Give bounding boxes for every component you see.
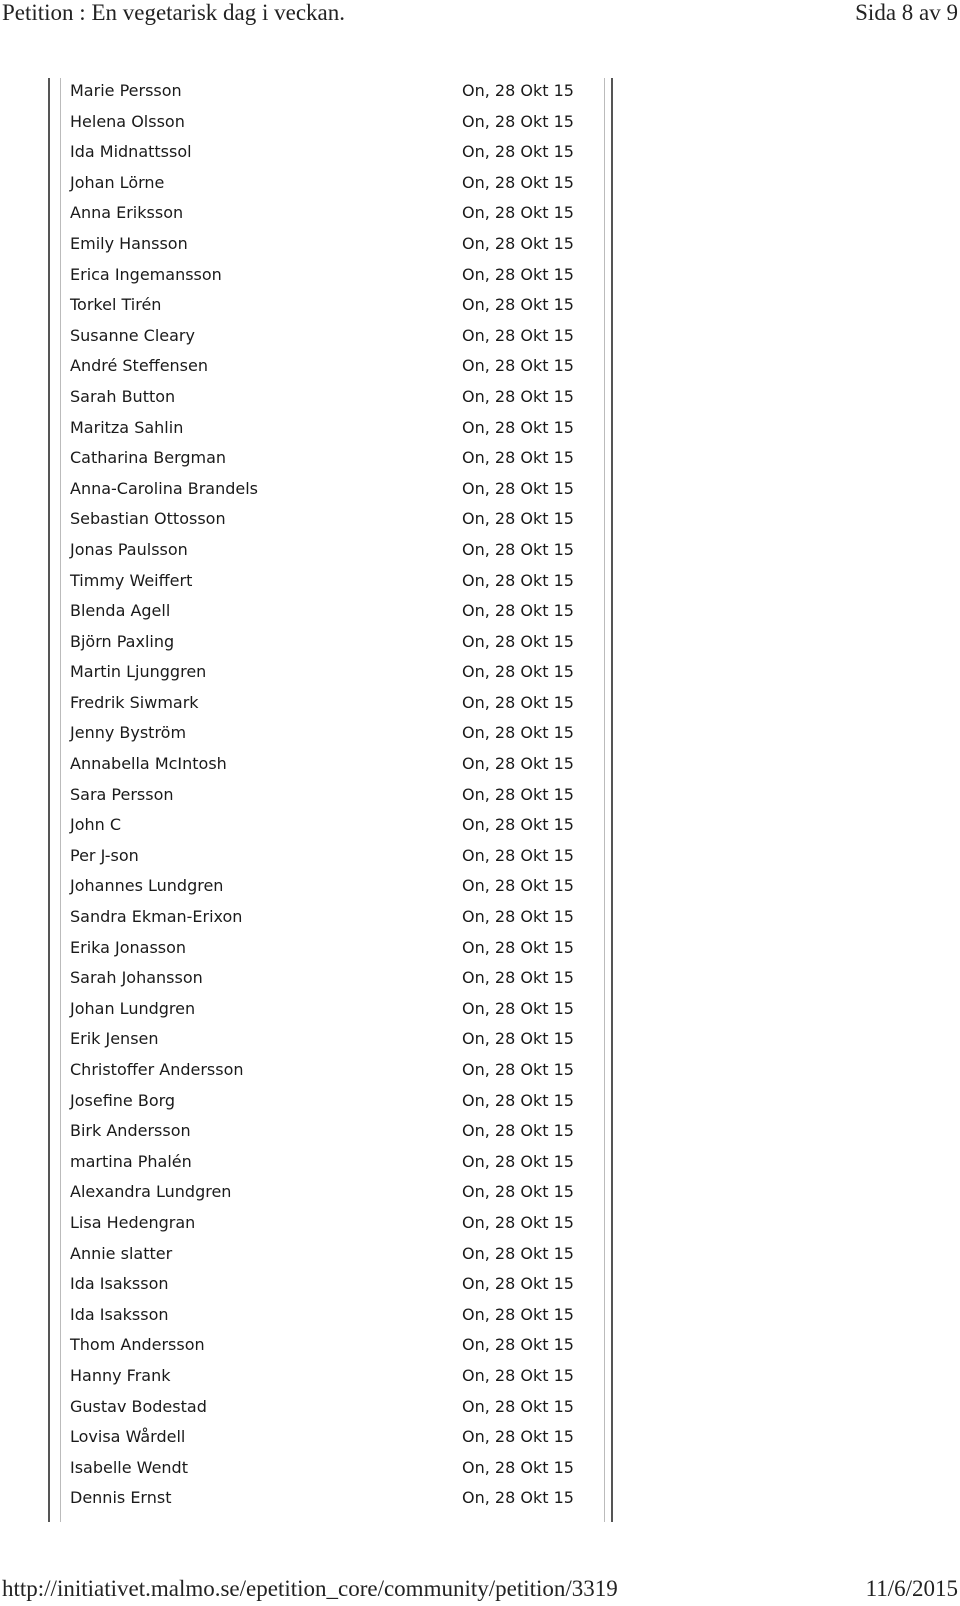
signature-date: On, 28 Okt 15 (462, 1243, 574, 1263)
signature-row (70, 1300, 590, 1331)
signature-date: On, 28 Okt 15 (462, 111, 574, 131)
signer-name: Alexandra Lundgren (70, 1182, 232, 1202)
signature-row (70, 382, 590, 413)
signature-date: On, 28 Okt 15 (462, 172, 574, 192)
signer-name: Blenda Agell (70, 601, 171, 621)
signer-name: Erik Jensen (70, 1029, 159, 1049)
signature-row (70, 413, 590, 444)
signature-date: On, 28 Okt 15 (462, 356, 574, 376)
signer-name: Sarah Button (70, 386, 176, 406)
signature-row (70, 871, 590, 902)
signature-row (70, 1483, 590, 1514)
signature-row (70, 902, 590, 933)
signer-name: Helena Olsson (70, 111, 185, 131)
signature-list (70, 76, 590, 1514)
signature-date: On, 28 Okt 15 (462, 570, 574, 590)
signer-name: Christoffer Andersson (70, 1060, 244, 1079)
signature-date: On, 28 Okt 15 (462, 142, 574, 162)
signer-name: Lovisa Wårdell (70, 1427, 186, 1447)
signature-date: On, 28 Okt 15 (462, 417, 574, 437)
signature-date: On, 28 Okt 15 (462, 325, 574, 345)
signature-row (70, 1086, 590, 1117)
signature-date: On, 28 Okt 15 (462, 1335, 574, 1355)
signature-row (70, 963, 590, 994)
signature-date: On, 28 Okt 15 (462, 631, 574, 651)
signer-name: Dennis Ernst (70, 1488, 172, 1508)
signature-date: On, 28 Okt 15 (462, 845, 574, 865)
signer-name: Josefine Borg (70, 1090, 176, 1110)
signature-row (70, 504, 590, 535)
frame-border-right (611, 78, 613, 1522)
signer-name: Emily Hansson (70, 233, 188, 253)
signature-date: On, 28 Okt 15 (462, 662, 574, 682)
signer-name: Johannes Lundgren (70, 876, 224, 896)
frame-border-right-inner (604, 78, 605, 1522)
signature-date: On, 28 Okt 15 (462, 998, 574, 1018)
signature-row (70, 1208, 590, 1239)
signer-name: Hanny Frank (70, 1365, 171, 1385)
signer-name: Johan Lundgren (70, 998, 196, 1018)
signer-name: Ida Midnattssol (70, 142, 192, 162)
signer-name: Jenny Byström (70, 723, 187, 743)
signer-name: Sarah Johansson (70, 968, 203, 988)
signature-row (70, 290, 590, 321)
signature-row (70, 137, 590, 168)
signature-date: On, 28 Okt 15 (462, 1427, 574, 1447)
signer-name: Birk Andersson (70, 1121, 191, 1141)
signature-date: On, 28 Okt 15 (462, 815, 574, 835)
signature-row (70, 1269, 590, 1300)
signature-row (70, 810, 590, 841)
signature-row (70, 749, 590, 780)
signer-name: Timmy Weiffert (70, 570, 193, 590)
signature-date: On, 28 Okt 15 (462, 601, 574, 621)
signature-row (70, 229, 590, 260)
signature-row (70, 1024, 590, 1055)
signature-date: On, 28 Okt 15 (462, 478, 574, 498)
signature-row (70, 657, 590, 688)
signature-date: On, 28 Okt 15 (462, 754, 574, 774)
signer-name: Sara Persson (70, 784, 174, 804)
signer-name: André Steffensen (70, 356, 208, 376)
signer-name: John C (70, 815, 122, 835)
signer-name: Susanne Cleary (70, 325, 195, 345)
frame-border-left-inner (60, 78, 61, 1522)
signature-date: On, 28 Okt 15 (462, 386, 574, 406)
signature-row (70, 566, 590, 597)
signature-row (70, 933, 590, 964)
signature-row (70, 198, 590, 229)
signer-name: Torkel Tirén (70, 295, 162, 315)
signer-name: Marie Persson (70, 81, 182, 100)
signature-date: On, 28 Okt 15 (462, 1121, 574, 1141)
signature-row (70, 718, 590, 749)
signature-row (70, 474, 590, 505)
signature-row (70, 1147, 590, 1178)
signature-row (70, 168, 590, 199)
signature-date: On, 28 Okt 15 (462, 1029, 574, 1049)
signer-name: Anna Eriksson (70, 203, 184, 223)
print-header (0, 0, 960, 30)
signature-row (70, 1422, 590, 1453)
signer-name: Sebastian Ottosson (70, 509, 226, 529)
signer-name: Martin Ljunggren (70, 662, 207, 682)
signature-row (70, 1055, 590, 1086)
signature-row (70, 443, 590, 474)
signer-name: Björn Paxling (70, 631, 175, 651)
signature-date: On, 28 Okt 15 (462, 448, 574, 468)
signature-date: On, 28 Okt 15 (462, 264, 574, 284)
signature-row (70, 1116, 590, 1147)
signer-name: Gustav Bodestad (70, 1396, 207, 1416)
signature-row (70, 1453, 590, 1484)
signature-date: On, 28 Okt 15 (462, 1090, 574, 1110)
signature-date: On, 28 Okt 15 (462, 1457, 574, 1477)
signature-date: On, 28 Okt 15 (462, 1182, 574, 1202)
signature-date: On, 28 Okt 15 (462, 876, 574, 896)
signature-row (70, 627, 590, 658)
signature-row (70, 1330, 590, 1361)
signer-name: Catharina Bergman (70, 448, 227, 468)
signature-row (70, 260, 590, 291)
signer-name: Johan Lörne (70, 172, 165, 192)
signature-date: On, 28 Okt 15 (462, 907, 574, 927)
signer-name: Thom Andersson (70, 1335, 205, 1355)
signature-row (70, 76, 590, 107)
signature-date: On, 28 Okt 15 (462, 1212, 574, 1232)
frame-border-left (48, 78, 50, 1522)
signature-date: On, 28 Okt 15 (462, 295, 574, 315)
signer-name: Jonas Paulsson (70, 539, 188, 559)
signature-row (70, 321, 590, 352)
signer-name: Sandra Ekman-Erixon (70, 907, 243, 927)
signer-name: Fredrik Siwmark (70, 692, 199, 712)
print-footer (0, 1576, 960, 1606)
signature-row (70, 596, 590, 627)
signer-name: Annie slatter (70, 1243, 173, 1263)
signature-row (70, 1177, 590, 1208)
signature-date: On, 28 Okt 15 (462, 509, 574, 529)
signature-row (70, 107, 590, 138)
signature-date: On, 28 Okt 15 (462, 1151, 574, 1171)
signer-name: Lisa Hedengran (70, 1212, 196, 1232)
signature-row (70, 841, 590, 872)
signer-name: Per J-son (70, 845, 139, 865)
signer-name: martina Phalén (70, 1151, 192, 1171)
signature-date: On, 28 Okt 15 (462, 81, 574, 100)
signer-name: Maritza Sahlin (70, 417, 184, 437)
signature-date: On, 28 Okt 15 (462, 784, 574, 804)
signature-date: On, 28 Okt 15 (462, 1304, 574, 1324)
signature-row (70, 688, 590, 719)
signature-row (70, 1361, 590, 1392)
signature-row (70, 351, 590, 382)
signature-date: On, 28 Okt 15 (462, 1488, 574, 1508)
signature-row (70, 994, 590, 1025)
signer-name: Annabella McIntosh (70, 754, 227, 774)
signer-name: Erica Ingemansson (70, 264, 222, 284)
signature-date: On, 28 Okt 15 (462, 1365, 574, 1385)
signature-date: On, 28 Okt 15 (462, 1060, 574, 1079)
signature-date: On, 28 Okt 15 (462, 937, 574, 957)
signature-date: On, 28 Okt 15 (462, 539, 574, 559)
signature-row (70, 1392, 590, 1423)
signer-name: Erika Jonasson (70, 937, 187, 957)
signature-date: On, 28 Okt 15 (462, 203, 574, 223)
signer-name: Isabelle Wendt (70, 1457, 188, 1477)
signature-row (70, 1239, 590, 1270)
signer-name: Anna-Carolina Brandels (70, 478, 258, 498)
signature-date: On, 28 Okt 15 (462, 723, 574, 743)
signature-date: On, 28 Okt 15 (462, 1396, 574, 1416)
signature-row (70, 780, 590, 811)
signer-name: Ida Isaksson (70, 1304, 169, 1324)
signature-date: On, 28 Okt 15 (462, 692, 574, 712)
petition-title: Petition : En vegetarisk dag i veckan. (2, 0, 345, 25)
page-indicator: Sida 8 av 9 (855, 0, 958, 25)
signature-date: On, 28 Okt 15 (462, 968, 574, 988)
signature-date: On, 28 Okt 15 (462, 1274, 574, 1294)
source-url: http://initiativet.malmo.se/epetition_core/community/petition/3319 (2, 1576, 618, 1601)
print-date: 11/6/2015 (865, 1576, 958, 1601)
signer-name: Ida Isaksson (70, 1274, 169, 1294)
signature-date: On, 28 Okt 15 (462, 233, 574, 253)
signature-row (70, 535, 590, 566)
